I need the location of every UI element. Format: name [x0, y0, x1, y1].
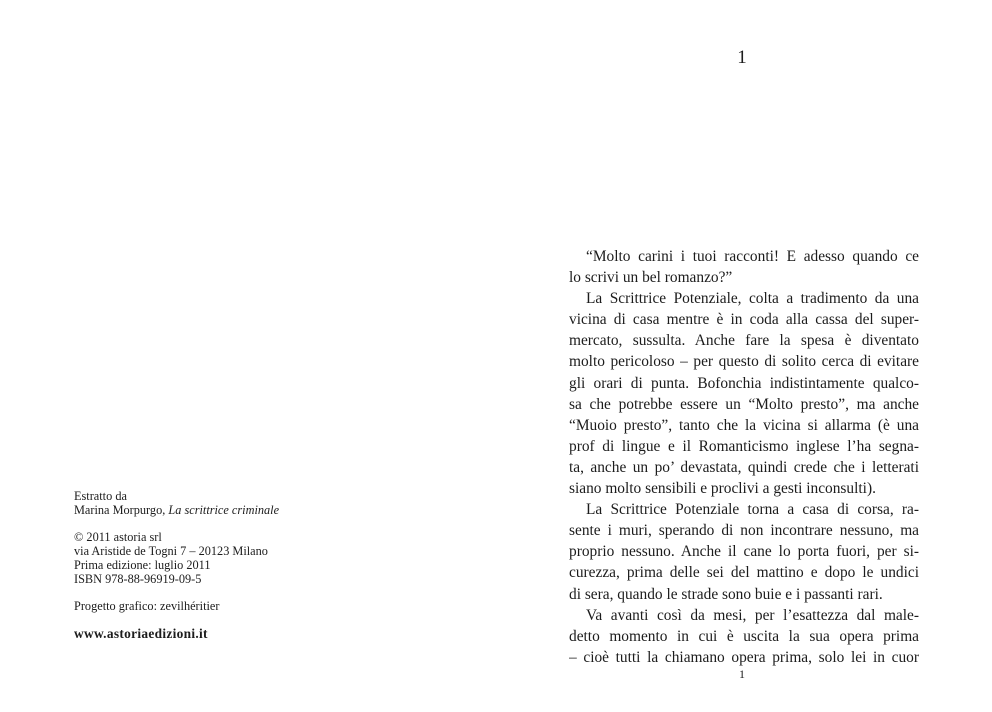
text-line: La Scrittrice Potenziale torna a casa di corsa, ra-: [586, 501, 919, 519]
text-line: La Scrittrice Potenziale, colta a tradimento da una: [586, 290, 919, 308]
book-title: La scrittrice criminale: [168, 503, 280, 517]
text-line: mercato, sussulta. Anche fare la spesa è diventato: [569, 332, 919, 350]
publisher-website: www.astoriaedizioni.it: [74, 626, 208, 641]
page-number: 1: [739, 667, 745, 681]
text-line: siano molto sensibili e proclivi a gesti inconsulti).: [569, 480, 876, 498]
text-line: molto pericoloso – per questo di solito cerca di evitare: [569, 353, 919, 371]
author-name: Marina Morpurgo,: [74, 503, 169, 517]
text-line: sente i muri, sperando di non incontrare nessuno, ma: [569, 522, 919, 540]
edition-info: Prima edizione: luglio 2011: [74, 558, 211, 572]
text-line: detto momento in cui è uscita la sua opera prima: [569, 627, 919, 645]
text-line: lo scrivi un bel romanzo?”: [569, 269, 733, 287]
chapter-body-text: [569, 246, 919, 668]
text-line: proprio nessuno. Anche il cane lo porta fuori, per si-: [569, 543, 919, 561]
publisher-address: via Aristide de Togni 7 – 20123 Milano: [74, 544, 268, 558]
text-line: “Muoio presto”, tanto che la vicina si allarma (è una: [569, 416, 919, 434]
text-line: di sera, quando le strade sono buie e i passanti rari.: [569, 585, 883, 603]
text-line: vicina di casa mentre è in coda alla cassa del super-: [569, 311, 919, 329]
isbn: ISBN 978-88-96919-09-5: [74, 572, 202, 586]
chapter-number: 1: [737, 47, 747, 68]
text-line: – cioè tutti la chiamano opera prima, solo lei in cuor: [569, 648, 919, 666]
text-line: “Molto carini i tuoi racconti! E adesso quando ce: [586, 248, 919, 265]
text-line: Va avanti così da mesi, per l’esattezza dal male-: [586, 606, 919, 624]
colophon: [74, 489, 374, 641]
text-line: ta, anche un po’ devastata, quindi crede che i letterati: [569, 458, 919, 476]
author-and-title: [74, 503, 374, 517]
copyright: © 2011 astoria srl: [74, 530, 162, 544]
design-credit: Progetto grafico: zevilhéritier: [74, 599, 220, 613]
text-line: curezza, prima delle sei del mattino e dopo le undici: [569, 564, 919, 582]
text-line: sa che potrebbe essere un “Molto presto”, ma anche: [569, 395, 919, 413]
extract-label: Estratto da: [74, 489, 127, 503]
text-line: prof di lingue e il Romanticismo inglese l’ha segna-: [569, 437, 919, 455]
text-line: gli orari di punta. Bofonchia indistintamente qualco-: [569, 374, 919, 392]
